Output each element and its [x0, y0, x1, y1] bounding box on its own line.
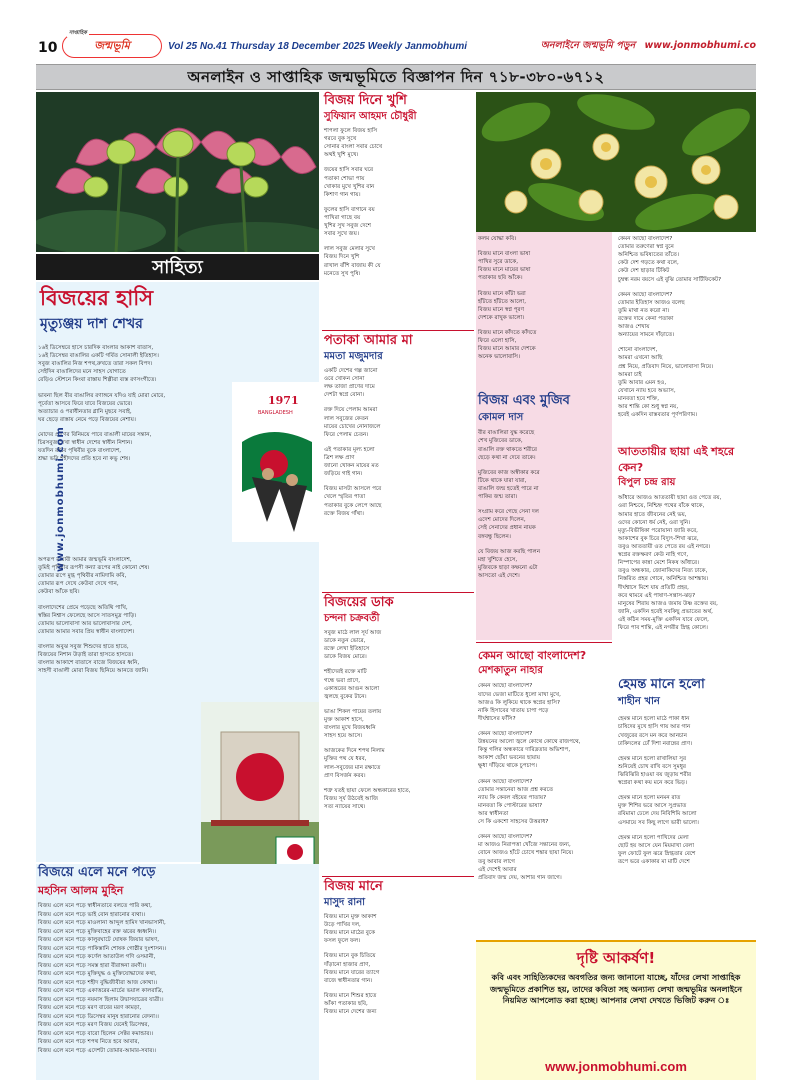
poem-stanza: হেমন্ত মানে হলো মাঠে পাকা ধান চাষিদের মুখে হাসি গায় আর গান খেজুরের রসে মন করে আনচান ঢাকিদলের ঢোঁ দিশা নবান্নের প্রাণ। [618, 716, 693, 747]
poem-stanza: হেমন্ত মানে হলো মনমন রাত মুক্ত শিশির ভরে আসে সুপ্রভাত রবিমামা ঢেলে দেয় নিবিশিমি আলো এসমায়ে সব কিছু লাগে ভারী ভালো। [618, 795, 699, 826]
poem-line: বিজয় এলে মনে পড়ে ভাই বোন হারানোর ব্যথা।। [38, 911, 146, 918]
notice-website-link[interactable]: www.jonmobhumi.com [545, 1059, 687, 1074]
poem-title: আততায়ীর ছায়া এই শহরে কেন? [618, 445, 735, 474]
poem-author: সুফিয়ান আহমদ চৌধুরী [324, 110, 417, 122]
poem-stanza: ১৬ই ডিসেম্বরে হাসে চারদিক বাংলার আকাশ বাতাস, ১৬ই ডিসেম্বর বাঙালির একটি গর্বিত সোনালী ইতিহাস। সবুজ বাঙালির নিজ শপথ,রুখতে তারা সকল বিপদ। সেইদিন বাঙালিদের মনে সাহস যোগাতে রেড়িও স্টেশনে কিংবা রাস্তায় শিল্পীরা ব্যস্ত রণসংগীতে। [38, 345, 159, 384]
header-url-link[interactable]: www.jonmobhumi.co [644, 40, 756, 51]
poem-line: বিজয় এলে মনে পড়ে শহীদ বুদ্ধিজীবীরা আজ কোথা।। [38, 979, 158, 986]
poem-line: বিজয় এলে মনে পড়ে একাত্তরের-মার্চের ভয়াল কালরাত্রি, [38, 988, 164, 994]
poem-stanza: ভাঙা শিকল পায়ের তলায় মুক্ত আকাশ হাসে, বাংলার মুখে বিজয়ধ্বনি সাহস হয়ে আসে। [324, 708, 382, 740]
masthead-right [541, 40, 756, 53]
poem-stanza: বাংলাদেশের প্রেমে পড়েছে অতিথি পাখি, স্বস্তির নিশ্বাস ফেলেছে আসে সাতসমুদ্র পাড়ি। তোমায় ভালোবাসা আর ভালোবাসার দেশ, তোমার আমার সবার প্রিয় স্বাধীন বাংলাদেশ। [38, 604, 137, 635]
poem-line: বিজয় এলে মনে পড়ে মুক্তিযুদ্ধ ও মুক্তিযোদ্ধাদের কথা, [38, 971, 157, 977]
poem-stanza: শহীদেরই রক্তে মাটি গন্ধে ভরা প্রাণে, একাত্তরের আগুন আলো জ্বলছে বুকের টানে। [324, 669, 380, 700]
notice-title: দৃষ্টি আকর্ষণ! [576, 949, 656, 967]
section-label: সাহিত্য [36, 252, 319, 280]
poem-author: চন্দনা চক্রবর্তী [324, 612, 380, 624]
poem-bijoyer-dak [322, 594, 474, 818]
column-right [476, 92, 756, 1080]
poem-line: বিজয় এলে মনে পড়ে সমস্ত হারা বীরাঙ্গনা রমণী।। [38, 962, 147, 969]
poem-stanza: হেমন্ত মানে হলো পাখিদের মেলা ছোট হয় আসে যেন মিয়মাখা বেলা ফুল ফোটে ফুল ঝরে স্নিগ্ধতার বেশে রূপে ভরে একাকার মা মাটি দেশে [618, 834, 696, 865]
poem-line: বিজয় এলে মনে পড়ে মরণ বাবের মরণ কামড়া, [38, 1005, 142, 1011]
poem-title: বিজয়ের ডাক [324, 595, 394, 610]
poem-line: বিজয় এলে মনে পড়ে কালুরঘাটে ঘোষক জিয়ার ভাষণ, [38, 937, 159, 943]
poem-stanza: বিজয় মানে কাঁটা ভরা হাঁটতে হাঁটতে আলো, বিজয় মানে স্বপ্ন পূরণ দেশকে রাখুক ভালো। [478, 290, 527, 321]
poem-stanza: মোদের প্রাণের বিনিময়ে পাবে বাঙালী মায়ের সন্তান, চিরসবুজ দেখা স্বাধীন দেশের স্বাধীন নিশান। যতদিন রইবে পৃথিবীর বুকে বাংলাদেশ, শ্রদ্ধা ভরি শহীদদের প্রতি হবে না কভু শেষ। [38, 431, 152, 463]
poem-author: মমতা মজুমদার [324, 350, 383, 362]
attention-notice [476, 940, 756, 1080]
poem-author: মহসিন আলম মুহিন [38, 884, 124, 897]
poem-body [322, 913, 474, 1016]
column-left [36, 92, 319, 1080]
divider [476, 642, 612, 643]
poem-line: বিজয় এলে মনে পড়ে পাকিস্তানি শোষক গোষ্ঠীর দুঃশাসন।। [38, 945, 167, 952]
kadam-flower-image [476, 92, 756, 232]
poem-stanza: কেমন আছো বাংলাদেশ? উন্নয়নের আলো জ্বলে কোথে কোথে রাজপথে, কিন্তু গলির অন্ধকারে দারিদ্রতার অভিশাপ, আকাশ ছোঁয়া ভবনের ছায়ায় ক্ষুধা দাঁড়িয়ে থাকে চুপচাপ। [478, 730, 581, 770]
poem-line: বিজয় এলে মনে পড়ে নয়মাস ছিলাম উদ্বাসযাত্রের যাত্রী।। [38, 996, 164, 1003]
logo-text: জন্মভূমি [94, 38, 130, 52]
poem-body-continued [38, 556, 203, 682]
poem-stanza: কেমন আছো বাংলাদেশ? তোমার ইতিহাস আজও বলেছ তুমি মাথা নত করো না। রক্তের দামে কেনা পতাকা আজও শেখায় অন্যায়ের সামনে দাঁড়াতে। [618, 291, 685, 339]
notice-text: কবি এবং সাহিত্যিকদের অবগতির জন্য জানানো যাচ্ছে, যাঁদের লেখা সাপ্তাহিক জন্মভূমিতে প্রকাশিত হয়, তাদের কবিতা সহ অন্যান্য লেখা জন্মভূমির অনলাইনে নিয়মিত আপলোড করা হচ্ছে। আপনার লেখা দেখতে ভিজিট করুন ঃ [489, 973, 742, 1006]
poem-line: বিজয় এলে মনে পড়ে ডিসেম্বর মানুষ হারানোর বেদনা।। [38, 1013, 159, 1020]
vertical-website-url[interactable]: www.jonmobhumi.com [55, 426, 66, 572]
poem-stanza: কেমন আছো বাংলাদেশ? তোমার সন্তানেরা আজ প্রশ্ন করতে ন্যায় কি কেবল বইয়ের পাতায়? মানবতা কি পোস্টারের ভাষা? আর স্বাধীনতা সে কি একশো সাহসের উত্তরাধ? [478, 778, 554, 826]
poem-title: হেমন্ত মানে হলো [618, 677, 705, 692]
poem-body [322, 629, 474, 811]
divider [322, 592, 474, 593]
poem-title: বিজয়ে এলে মনে পড়ে [38, 865, 156, 880]
poem-author: মেশকাতুন নাহার [478, 664, 543, 676]
lotus-flower-icon [36, 92, 319, 252]
page-header [0, 0, 792, 62]
issue-info: Vol 25 No.41 Thursday 18 December 2025 Weekly Janmobhumi [168, 41, 468, 52]
poem-kemon-acho-bangladesh [478, 648, 610, 889]
poem-stanza: কেমন আছো বাংলাদেশ? তোমার তরুণেরা স্বপ্ন বুনে অনিশ্চিত ভবিষ্যতের তাঁতে। কেউ দেশ গড়তে কথা বলে, কেউ দেশ ছাড়ার টিকিট চুম্বন্ধ নরম বয়সে এই বুঝি তোমার সার্টিফিকেট? [618, 236, 722, 283]
poem-stanza: বিজয় মানে মুক্ত আকাশ উড়ে পাখির দল, বিজয় মানে মাঠের বুকে ফসল ফুলে ফল। [324, 914, 377, 945]
ad-banner: অনলাইন ও সাপ্তাহিক জন্মভূমিতে বিজ্ঞাপন দিন ৭১৮-৩৮০-৬৭১২ [36, 64, 756, 90]
online-slogan: অনলাইনে জন্মভূমি পড়ুন [540, 40, 636, 51]
poem-stanza: হেমন্ত মানে হলো রাখালিয়া সুর শুনিয়েই চোখ রাখি বসে সুমধুর ঝিরিঝিরি হাওয়া বয় জুড়ায় শরীর স্বপ্নেরা কথা কয় মনে করে ভিড়। [618, 755, 692, 787]
poem-bijoy-mane [322, 878, 474, 1023]
newspaper-logo[interactable] [62, 30, 162, 58]
year-1971-label: 1971 [268, 394, 299, 407]
logo-subtitle: সাপ্তাহিক [69, 30, 87, 36]
poem-stanza: বিজয় মানে কাঁদতে কাঁদতে ফিরে এলো হাসি, বিজয় মানে আমার দেশকে অনেক ভালোবাসি। [478, 329, 537, 361]
divider [322, 876, 474, 877]
poem-stanza: বিজয় মাসটা আসলে পরে খেলে স্মৃতির পাতা পতাকার বুকে লেপে আছে রক্তে বিজয় গাঁথা। [324, 486, 382, 517]
poem-hemonto-mane [618, 676, 754, 873]
poem-stanza: একটি দেশের গল্প জানো ওরে খোকন সোনা লক্ষ তাজা প্রাণের দামে দেশটা স্বপ্নে বোনা। [324, 368, 378, 399]
poem-stanza: যে বিজয় আজ করছি পালন মহা খুশিতে হেসে, মুজিবকে ছাড়া কক্ষনো এটা আসতো এই দেশে। [478, 548, 541, 579]
poem-title: বিজয় এবং মুজিব [478, 393, 570, 408]
poem-stanza: সবুজ মাঠে লাল সূর্য আজ ডাকে নতুন ভোরে, রক্তে লেখা ইতিহাসে ডাকে বিজয় মোরে। [324, 630, 382, 661]
poem-stanza: বিজয় মানে বাংলা ভাষা পাখির সুরে ডাকে, বিজয় মানে মায়ের ভাষা পতাকার ছবি আঁকে। [478, 251, 531, 282]
martyr-memorial-image [201, 702, 319, 872]
poem-author: মৃত্যুঞ্জয় দাশ শেখর [40, 316, 143, 332]
poem-kemon-acho-continued [618, 235, 754, 426]
poem-stanza: জয়ের হাসি সবার ঘরে পতাকা শোভা পায় খোকার মুখে খুশির বান কিশাণ গান গায়। [324, 167, 375, 198]
poem-bijoye-ele [36, 864, 319, 1080]
poem-intro-line: কলম যোদ্ধা কবি। [478, 236, 517, 242]
poem-stanza: শোনো বাংলাদেশ, আমরা এখনো আছি প্রশ্ন নিয়ে, প্রতিবাদ নিয়ে, ভালোবাসা নিয়ে। আমরা চাই তুমি আবার এমন হও, যেখানে ন্যায় হবে অভ্যাস, মানবতা হবে শক্তি, আর শান্তি কো শুধু স্বপ্ন নয়, হবেই একদিন বাস্তবতার পূর্ণপরিণাম। [618, 347, 714, 419]
poem-body [38, 902, 316, 1055]
divider [322, 330, 474, 331]
poem-title: বিজয়ের হাসি [40, 286, 154, 310]
bangladesh-label: BANGLADESH [258, 410, 293, 416]
page-number: 10 [38, 40, 58, 56]
poem-line: বিজয় এলে মনে পড়ে বারো ছিলেন সেক্টর কমান্ডার।। [38, 1030, 154, 1037]
poem-body [322, 127, 474, 278]
poem-stanza: অপরূপ মায়াবী আমার জন্মভূমি বাংলাদেশ, তুমিই পৃথিবীর রূপসী কন্যা রূপের নাই কোনো শেষ। তোমার রূপে মুগ্ধ পৃথিবীর নামিদামি কবি, তোমার রূপ দেখে কেউবা দেখে গান, কেউবা আঁকে ছবি। [38, 557, 150, 596]
poem-bijoyer-hasi [36, 282, 319, 862]
poem-attatayir-chaya [618, 444, 754, 639]
poem-line: বিজয় এলে মনে পড়ে মরণ বিজয় যেনেই ডিসেম্বর, [38, 1022, 150, 1028]
poem-potaka-amar-ma [322, 332, 474, 525]
poem-body [322, 367, 474, 518]
poem-stanza: কেমন আছো বাংলাদেশ? যাদের ভেজা মাটিতে ধুলো মাখা মুখে, আজও কি লুকিয়ে থাকে স্বপ্নের হাসি? নাকি হিসাবের খাতায় চাপা পড়ে দীর্ঘশ্বাসের ফাঁসি? [478, 683, 561, 722]
poem-stanza: আঁধারে আজও আততায়ী ছায়া ওত পেতে রয়, ওরা নিশ্চয়ে, নিশ্চিহ্ন পথের বাঁকে থাকে, আমার হাতে জীবনের নেই ভয়, ওদের কোনো ধর্ম নেই, ওরা খুনি। মৃত্যু-বিভীষিকা পরোয়ানা জারি করে, আকাশের বুক চিরে বিদ্যুৎ-শিখা ঝরে, তবুও আততায়ী ওত পেতে রয় এই নগরে। স্বপ্নের রক্তক্ষরণ কেউ নাহি গণে, নিস্পাপের কান্না মেশে নিকষ আঁধারে। তবুও অন্ধকার, জোনাকিদের নিত্য ঢাকে, নিস্তরিত প্রহর গোনে, অনিশ্চিত আশঙ্কায়। দীর্ঘশ্বাসে মিশে যায় প্রতিটি প্রহর, কবে থামবে এই পাষাণ-সন্ত্রাস-ঝড়? মানুষের শিরায় আজও জমায় উষ্ণ রক্তের বয়, জানি, একদিন হবেই সবকিছু প্রভাতের অর্থ, এই কঠিন সময়-মুক্তি একদিন যাবে ফেলে, ফিরে পাব শান্তি, এই নগরীর স্নিগ্ধ কোলে। [618, 495, 722, 632]
poem-stanza: সংগ্রাম করে গেছে সেনা দল এদেশ মোদের দিলেন, সেই সেনাদের প্রধান নায়ক বঙ্গবন্ধু ছিলেন। [478, 509, 539, 540]
poem-stanza: কেমন আছো বাংলাদেশ? মা আজও নিরাপত্তা খোঁজে সন্তানের জন্য, বোনে আজও হাঁটে চোখে শঙ্কার ছায়া নিয়ে। তবু আবার লাগে এই দেশেই আবার প্রতিবাদ জন্ম দেয়, আশার গান জাগে। [478, 834, 574, 881]
poem-stanza: মুজিবের কাজ অস্বীকার করে টিকে থাকে যারা যারা, বাঙালি জন্ম হতেই পারে না পাকির জন্ম তারা। [478, 469, 540, 501]
poem-stanza: শাপলা ফুলে বিজয় হাসি গরবে বুক সুখে সোনার বাংলা সবার চোখে অথই খুশি মুখে। [324, 128, 383, 159]
poem-title: পতাকা আমার মা [324, 333, 413, 348]
poem-stanza: ফুলের হাসি বাগানে বয় পাখিরা গাছে বয় খুশির সুখ সবুজ দেশে সবার সুখে জয়। [324, 206, 375, 238]
poem-stanza: আজকের দিনে শপথ নিলাম মুক্তির পথ যে ধরব, লাল-সবুজের মান রক্ষাতে প্রাণ বিসর্জন করব। [324, 748, 385, 779]
poem-title: বিজয় দিনে খুশি [324, 93, 407, 108]
poem-line: বিজয় এলে মনে পড়ে মাওলানা আব্দুল হামিদ খানভাসানী, [38, 920, 166, 926]
poem-line: বিজয় এলে মনে পড়ে এদেশটা তোমার-আমার-সবার।। [38, 1047, 157, 1054]
poem-stanza: রক্ত দিয়ে পেলাম আমরা লাল সবুজের কেতন মায়ের চোখের নোনাজলে ফিরে পেলাম চেতন। [324, 407, 381, 438]
poem-author: মাসুদ রানা [324, 896, 366, 908]
poem-line: বিজয় এলে মনে পড়ে মুক্তিবাহের রক্ত ঝরের ধ্বধ্বনি।। [38, 928, 157, 935]
poem-author: কোমল দাস [478, 411, 524, 423]
poem-stanza: শত্রু যতই ছায়া ফেলে অন্ধকারের হাতে, বিজয় সূর্য উঠবেই আজি সত্য ন্যায়ের সাথে। [324, 787, 411, 811]
poem-body-continued [478, 235, 610, 368]
poem-title: বিজয় মানে [324, 879, 383, 894]
poem-title: কেমন আছো বাংলাদেশ? [478, 649, 587, 662]
poem-stanza: ভাবনা ছিল বীর বাঙালির রণাঙ্গনে যদিও যাই মোরা মোরে, পূর্বেতা আসবে ফিরে যাবে বিজয়ের ভোরে। অত্যাচার ও পরাধীনতার গ্লানি মুছবে সবাই, ঘর ছেড়ে রাস্তায় নেমে পড়ে বিজয়ের নেশায়। [38, 392, 166, 423]
poem-stanza: বীর বাঙালিরা যুদ্ধ করেছে শেখ মুজিবের ডাকে, বাঙালি রক্ত থাকতে শরীরে ছেড়ে কথা না দেবে তাকে। [478, 430, 537, 461]
poem-bijoy-ebong-mujib [478, 392, 610, 587]
poem-line: বিজয় এলে মনে পড়ে কর্ণেল আতাউল গণি ওসমানী, [38, 954, 156, 960]
poem-stanza: বিজয় মানে শিশুর হাতে আঁকা পতাকার ছবি, বিজয় মানে দেশের জন্য [324, 992, 377, 1016]
poem-author: শাহীন খান [618, 695, 660, 707]
poem-stanza: এই পতাকার মূল্য হলো ত্রিশ লক্ষ প্রাণ জানো খোকন মায়ের মত জড়িয়ে গাই গান। [324, 446, 379, 478]
poem-stanza: বাংলার অবুঝ সবুজ শিশুদের হাতে হাতে, বিজয়ের নিশান উড়াই তারা হাসতে হাসতে। বাংলার আকাশে বাতাসে বাজে বিজয়ের ধ্বনি, সাহসী বাঙালী মোরা বিজয় ছিনিয়ে আনতে জানি। [38, 643, 149, 675]
poem-line: বিজয় এলে মনে পড়ে স্বাধীনতাবে বলতে পারি কথা, [38, 903, 152, 909]
poem-stanza: লাল সবুজ মেলার সুখে বিজয় দিনে খুশি রাখাল বাঁশি বাজায় কী যে মনেতে সুখ পুষি। [324, 246, 381, 277]
lotus-image [36, 92, 319, 252]
poem-stanza: বিজয় মানে বুক চিতিয়ে দাঁড়ানো হাজার প্রাণ, বিজয় মানে যারের ত্যাগে বাজে স্বাধীনতার গান। [324, 953, 380, 984]
kadam-flower-icon [476, 92, 756, 232]
poem-author: বিপুল চন্দ্র রায় [618, 476, 676, 488]
column-middle [322, 92, 474, 1080]
poem-line: বিজয় এলে মনে পড়ে শপথ নিতে হবে আবার, [38, 1039, 140, 1045]
poem-bijoy-dine-khushi [322, 92, 474, 285]
liberation-war-illustration [232, 382, 319, 542]
